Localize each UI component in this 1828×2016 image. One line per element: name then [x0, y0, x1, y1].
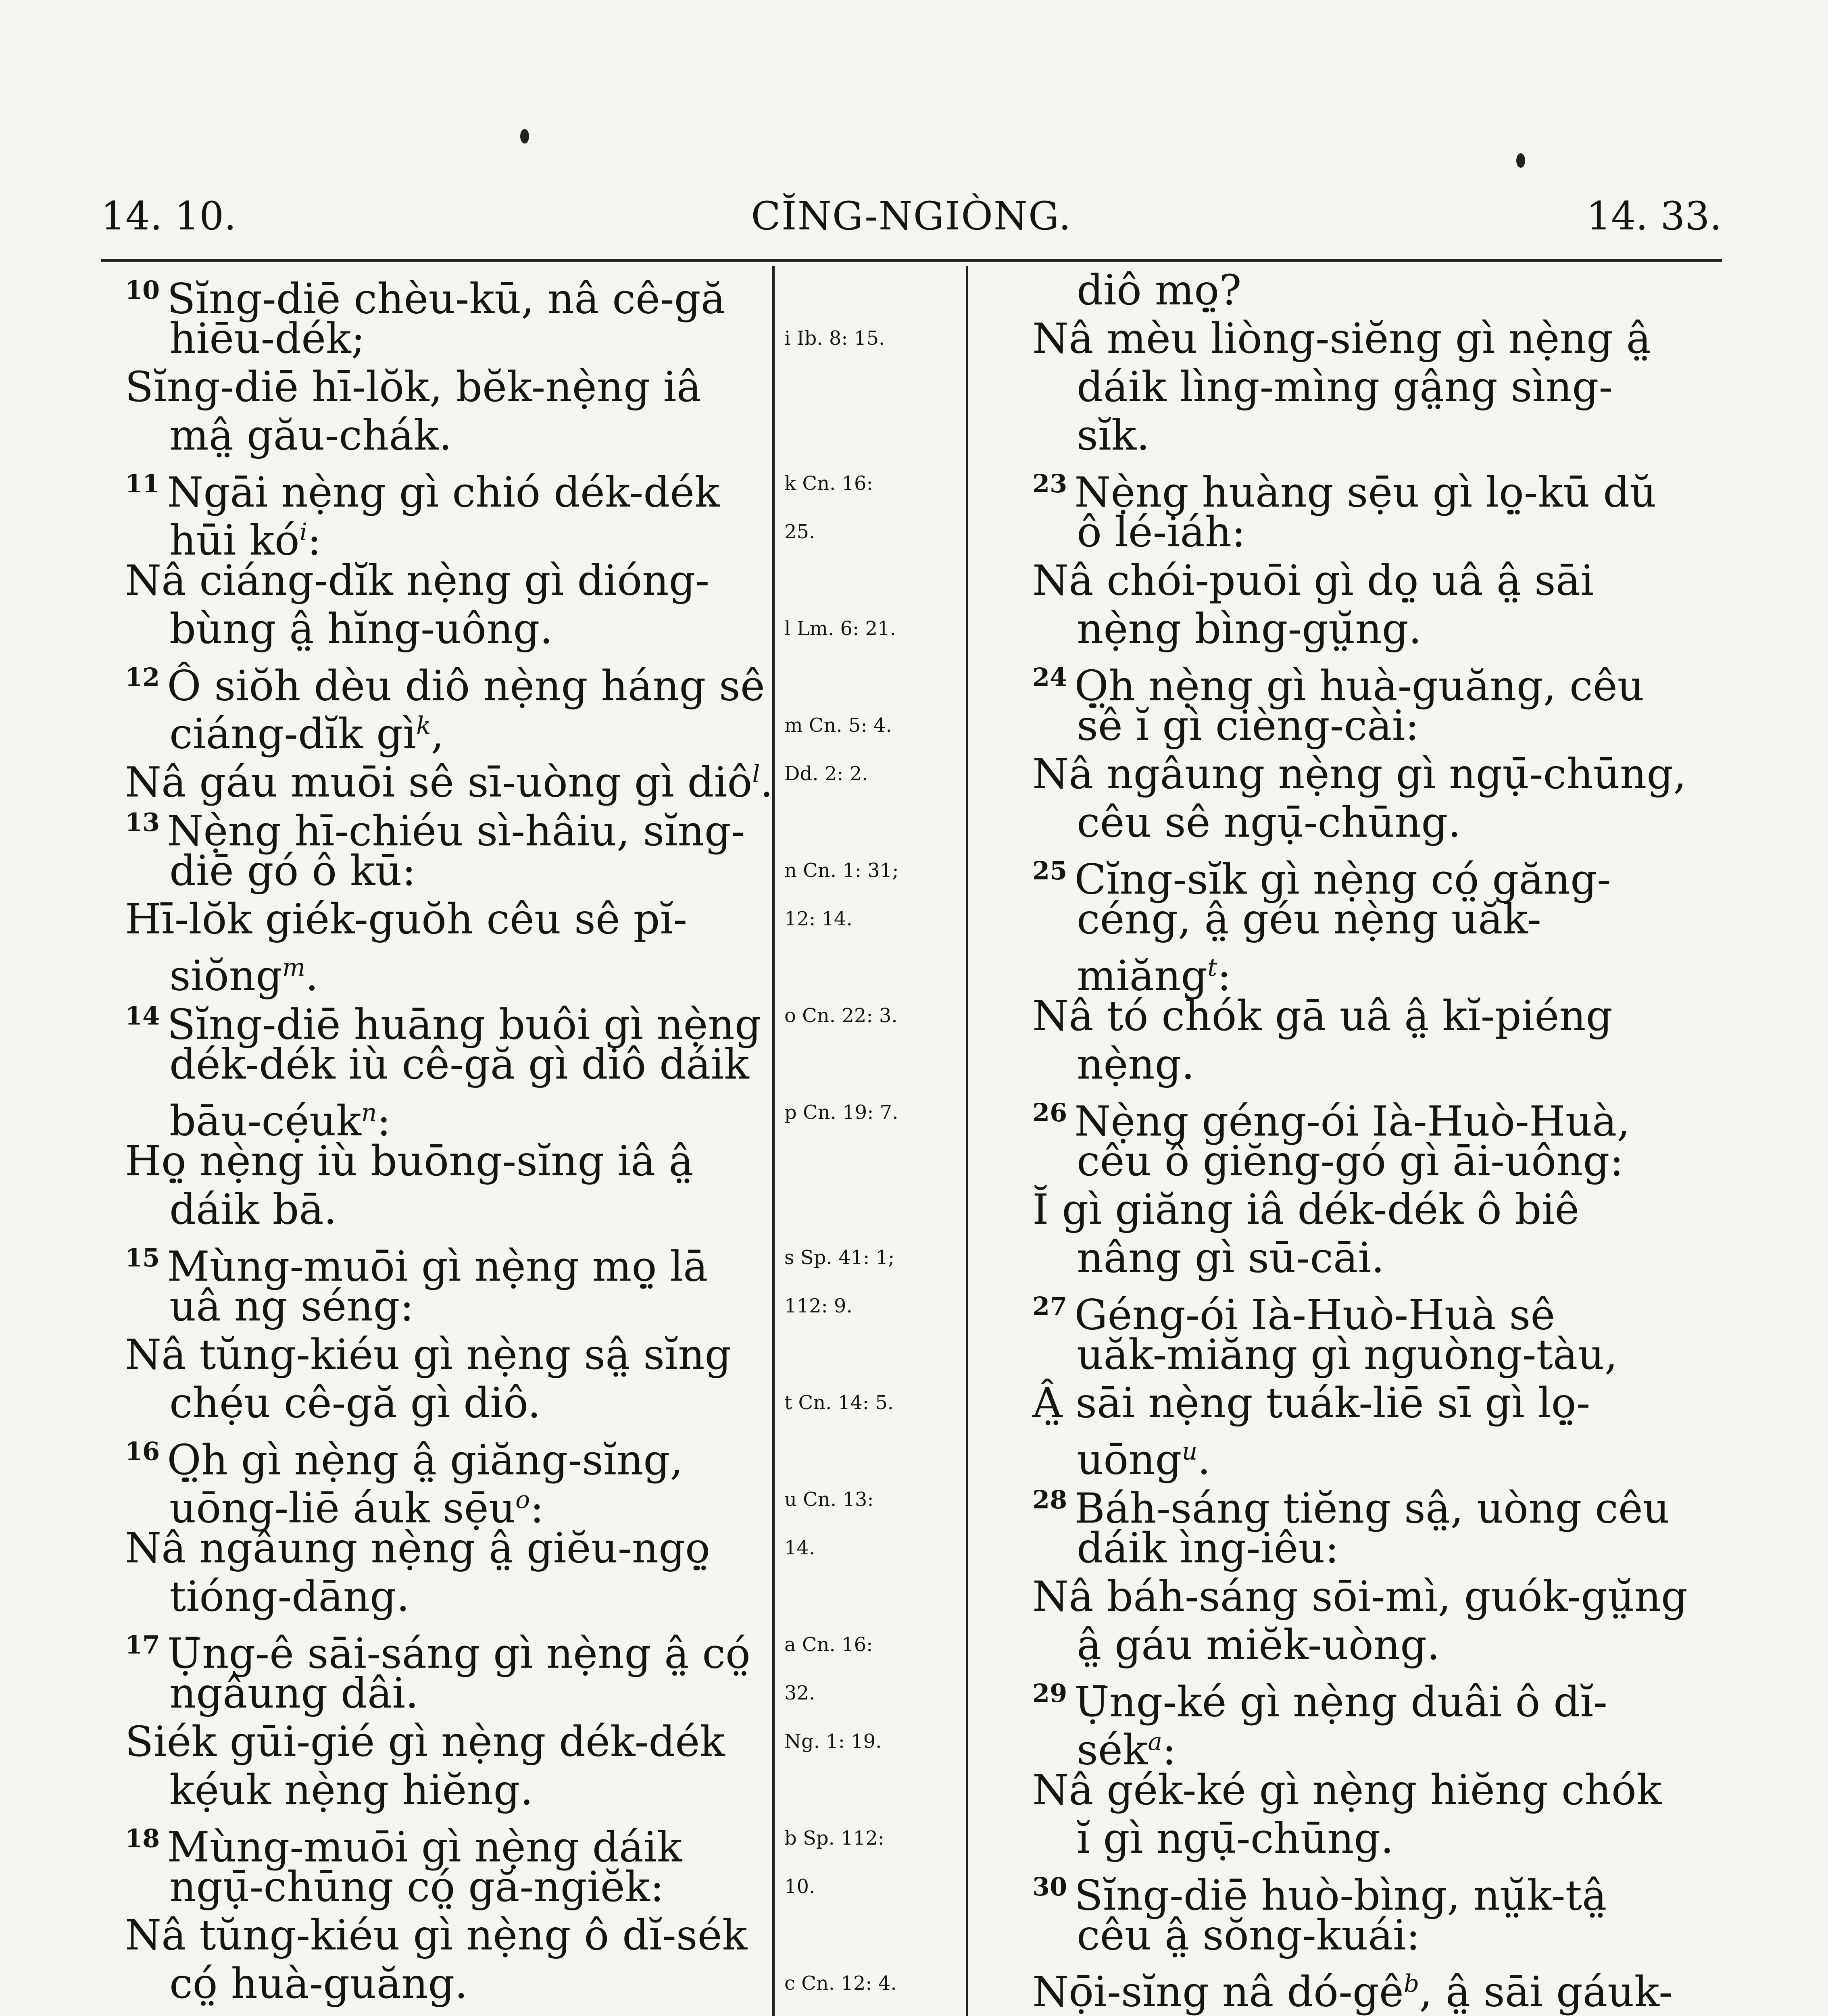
cross-reference: 14. — [784, 1537, 815, 1559]
verse-text: Họ̤ nẹ̀ng iù buōng-sĭng iâ â̤ — [125, 1137, 694, 1185]
verse-line — [125, 1863, 750, 1911]
verse-number: 18 — [125, 1824, 160, 1853]
verse-number: 10 — [125, 275, 160, 305]
verse-number: 13 — [125, 808, 160, 837]
left-text-column — [125, 266, 773, 2016]
cross-reference: 25. — [784, 521, 815, 543]
verse-line — [1032, 750, 1686, 798]
verse-line — [1032, 1814, 1686, 1863]
verse-text: Nâ gék-ké gì nẹ̀ng hiĕng chók — [1032, 1766, 1662, 1814]
header-rule — [101, 259, 1722, 262]
verse-text: â̤ gáu miĕk-uòng. — [1077, 1621, 1440, 1669]
cross-reference: m Cn. 5: 4. — [784, 714, 892, 737]
verse-text: Ô siŏh dèu diô nẹ̀ng háng sê — [167, 662, 765, 710]
verse-text: dáik lìng-mìng gâ̤ng sìng- — [1077, 363, 1613, 411]
verse-text: Sĭng-diē hī-lŏk, bĕk-nẹ̀ng iâ — [125, 363, 702, 411]
verse-line — [125, 895, 750, 943]
verse-text: Nâ ngâung nẹ̀ng gì ngụ̄-chūng, — [1032, 750, 1686, 798]
verse-text: chẹ́u cê-gă gì diô. — [169, 1379, 541, 1427]
verse-line — [125, 556, 750, 605]
verse-line — [125, 1814, 750, 1872]
verse-line — [125, 1427, 750, 1485]
verse-line — [125, 943, 750, 1000]
verse-number: 27 — [1032, 1291, 1067, 1321]
cross-reference: l Lm. 6: 21. — [784, 617, 896, 640]
verse-text: Mùng-muōi gì nẹ̀ng dáik — [167, 1823, 682, 1872]
verse-text: ô lé-iáh: — [1077, 508, 1246, 556]
verse-line — [1032, 1137, 1686, 1185]
verse-number: 12 — [125, 662, 160, 692]
cross-reference: 10. — [784, 1875, 815, 1898]
ornament-dot-right — [1516, 153, 1525, 168]
verse-text: Cĭng-sĭk gì nẹ̀ng có̤ găng- — [1074, 855, 1611, 904]
verse-text: Ọ̤h nẹ̀ng gì huà-guăng, cêu — [1074, 662, 1645, 710]
verse-line — [125, 1524, 750, 1572]
verse-text: cêu ô giĕng-gó gì āi-uông: — [1077, 1137, 1624, 1185]
verse-text: ngâung dâi. — [169, 1669, 419, 1718]
reference-mark: k — [416, 712, 431, 740]
verse-text-tail: . — [305, 952, 319, 1000]
verse-text-tail: : — [1217, 952, 1232, 1000]
verse-line — [125, 1137, 750, 1185]
verse-text: uâ ng séng: — [169, 1282, 414, 1331]
reference-mark: a — [1148, 1728, 1163, 1756]
reference-mark: b — [1403, 1970, 1419, 1998]
cross-reference: Ng. 1: 19. — [784, 1730, 882, 1753]
verse-text: Nẹ̀ng hī-chiéu sì-hâiu, sĭng- — [167, 807, 745, 856]
verse-line — [1032, 1379, 1686, 1427]
verse-line — [1032, 1960, 1686, 2016]
verse-line — [125, 605, 750, 653]
verse-line — [1032, 556, 1686, 605]
verse-text-tail: . — [1197, 1435, 1211, 1484]
verse-text: Ụ̄ng-ké gì nẹ̀ng duâi ô dĭ- — [1074, 1678, 1607, 1727]
verse-text: Sĭng-diē huò-bìng, nṳ̆k-tâ̤ — [1074, 1871, 1607, 1920]
verse-line — [125, 411, 750, 460]
verse-line — [125, 1572, 750, 1621]
verse-line — [1032, 992, 1686, 1040]
verse-text: Báh-sáng tiĕng sâ̤, uòng cêu — [1074, 1484, 1670, 1533]
cross-reference: b Sp. 112: — [784, 1827, 884, 1849]
verse-text: Mùng-muōi gì nẹ̀ng mọ̤ lā — [167, 1242, 708, 1291]
verse-text: siŏng — [169, 952, 283, 1000]
cross-reference: t Cn. 14: 5. — [784, 1391, 894, 1414]
reference-mark: t — [1207, 954, 1217, 982]
verse-line — [1032, 943, 1686, 1000]
verse-text-tail: : — [530, 1484, 544, 1533]
verse-line — [125, 266, 750, 323]
verse-number: 26 — [1032, 1098, 1067, 1127]
verse-text-tail: : — [377, 1097, 391, 1145]
verse-text: Siék gūi-gié gì nẹ̀ng dék-dék — [125, 1718, 725, 1766]
verse-text: sê ĭ gì cièng-cài: — [1077, 702, 1419, 750]
column-rule-right — [966, 266, 968, 2016]
verse-text: sĭk. — [1077, 411, 1150, 460]
verse-text: cêu sê ngụ̄-chūng. — [1077, 798, 1461, 847]
verse-line — [125, 1040, 750, 1089]
verse-text-tail: : — [307, 516, 321, 565]
verse-number: 25 — [1032, 856, 1067, 885]
reference-mark: l — [752, 760, 760, 788]
verse-line — [125, 653, 765, 710]
verse-text: Ọ̤h gì nẹ̀ng â̤ giăng-sĭng, — [167, 1436, 684, 1485]
cross-reference: Dd. 2: 2. — [784, 762, 868, 785]
reference-mark: n — [361, 1099, 377, 1127]
verse-line — [125, 1766, 750, 1814]
verse-text: Nâ mèu liòng-siĕng gì nẹ̀ng â̤ — [1032, 314, 1651, 363]
verse-line — [125, 1089, 750, 1145]
verse-text: nẹ̀ng. — [1077, 1040, 1195, 1089]
verse-line — [1032, 1331, 1686, 1379]
ornament-dot-left — [520, 129, 529, 144]
verse-line — [1032, 1476, 1686, 1533]
verse-line — [125, 460, 750, 517]
cross-reference: n Cn. 1: 31; — [784, 859, 899, 882]
verse-text: Ngāi nẹ̀ng gì chió dék-dék — [167, 468, 720, 517]
verse-line — [125, 750, 773, 807]
verse-line — [1032, 1089, 1686, 1146]
verse-line — [125, 363, 750, 411]
verse-line — [125, 1621, 750, 1678]
verse-text: Nẹ̀ng huàng sẹ̄u gì lọ̤-kū dŭ — [1074, 468, 1657, 517]
verse-text: miăng — [1077, 952, 1208, 1000]
verse-text-tail: , â̤ sāi gáuk- — [1419, 1968, 1673, 2016]
verse-line — [1032, 1427, 1686, 1484]
verse-text: mâ̤ gău-chák. — [169, 411, 452, 460]
verse-line — [125, 2008, 750, 2016]
verse-number: 23 — [1032, 469, 1067, 498]
verse-line — [125, 1960, 750, 2008]
verse-text: ngụ̄-chūng có̤ gă-ngiĕk: — [169, 1863, 664, 1911]
cross-reference: p Cn. 19: 7. — [784, 1101, 898, 1124]
verse-text: Â̤ sāi nẹ̀ng tuák-liē sī gì lọ̤- — [1032, 1379, 1590, 1427]
reference-mark: o — [515, 1486, 530, 1514]
verse-text: ciáng-dĭk gì — [169, 710, 417, 758]
verse-text-tail: . — [760, 758, 773, 807]
verse-line — [125, 1911, 750, 1960]
verse-line — [1032, 460, 1686, 517]
verse-text: Sĭng-diē chèu-kū, nâ cê-gă — [167, 275, 726, 323]
verse-text: Géng-ói Ià-Huò-Huà sê — [1074, 1291, 1555, 1339]
verse-number: 30 — [1032, 1872, 1067, 1901]
verse-text: uōng-liē áuk sẹ̄u — [169, 1484, 516, 1533]
verse-text: ĭ gì ngụ̄-chūng. — [1077, 1814, 1394, 1863]
verse-text: tióng-dāng. — [169, 1572, 410, 1621]
verse-text: uăk-miăng gì nguòng-tàu, — [1077, 1331, 1618, 1379]
cross-reference: k Cn. 16: — [784, 472, 873, 495]
verse-text: Nâ chói-puōi gì dọ̤ uâ â̤ sāi — [1032, 556, 1594, 605]
verse-line — [1032, 314, 1686, 363]
verse-text: dáik ìng-iêu: — [1077, 1524, 1339, 1572]
verse-text: Nẹ̀ng géng-ói Ià-Huò-Huà, — [1074, 1097, 1630, 1146]
verse-number: 11 — [125, 469, 160, 498]
verse-text: Nâ tŭng-kiéu gì nẹ̀ng sâ̤ sĭng — [125, 1331, 732, 1379]
verse-line — [1032, 1234, 1686, 1282]
verse-text: céng, â̤ géu nẹ̀ng uăk- — [1077, 895, 1541, 943]
verse-line — [1032, 363, 1686, 411]
verse-text: sék — [1077, 1726, 1148, 1774]
verse-line — [125, 1718, 750, 1766]
verse-text: uōng — [1077, 1435, 1182, 1484]
cross-reference: c Cn. 12: 4. — [784, 1972, 897, 1995]
verse-number: 15 — [125, 1243, 160, 1272]
verse-text: hūi kó — [169, 516, 300, 565]
cross-reference: 112: 9. — [784, 1295, 853, 1317]
verse-line — [1032, 1185, 1686, 1234]
verse-text: nâng gì sū-cāi. — [1077, 1234, 1385, 1282]
verse-line — [1032, 1863, 1686, 1920]
verse-text: Ụ̄ng-ê sāi-sáng gì nẹ̀ng â̤ có̤ — [167, 1629, 750, 1678]
verse-text: kẹ́uk nẹ̀ng hiĕng. — [169, 1766, 534, 1814]
reference-mark: m — [282, 954, 305, 982]
cross-reference: i Ib. 8: 15. — [784, 327, 885, 350]
verse-line — [1032, 1282, 1686, 1339]
verse-text: Ĭ gì giăng iâ dék-dék ô biê — [1032, 1185, 1580, 1234]
verse-text: dék-dék iù cê-gă gì diô dáik — [169, 1040, 749, 1089]
verse-number: 14 — [125, 1001, 160, 1031]
verse-text: nẹ̀ng bìng-gṳ̆ng. — [1077, 605, 1422, 653]
verse-text: Nâ ngâung nẹ̀ng â̤ giĕu-ngọ̤ — [125, 1524, 711, 1572]
verse-text-tail: , — [431, 710, 444, 758]
verse-text: Nâ tŭng-kiéu gì nẹ̀ng ô dĭ-sék — [125, 1911, 748, 1960]
verse-text: diē gó ô kū: — [169, 847, 416, 895]
verse-text: bāu-cẹ́uk — [169, 1097, 361, 1145]
verse-number: 29 — [1032, 1679, 1067, 1708]
verse-text: có̤ huà-guăng. — [169, 1960, 468, 2008]
verse-text: Nâ gáu muōi sê sī-uòng gì diô — [125, 758, 752, 807]
cross-reference: u Cn. 13: — [784, 1488, 874, 1511]
cross-reference: o Cn. 22: 3. — [784, 1004, 898, 1027]
cross-reference: s Sp. 41: 1; — [784, 1246, 895, 1269]
column-rule-left — [772, 266, 775, 2016]
header-title: CĬNG-NGIÒNG. — [751, 194, 1072, 239]
verse-line — [1032, 1766, 1686, 1814]
verse-number: 28 — [1032, 1485, 1067, 1514]
verse-line — [1032, 1621, 1686, 1669]
verse-line — [1032, 1669, 1686, 1727]
verse-text: Nâ báh-sáng sōi-mì, guók-gṳ̆ng — [1032, 1572, 1688, 1621]
verse-text-tail: : — [1162, 1726, 1176, 1774]
verse-text: dáik bā. — [169, 1185, 337, 1234]
verse-text: Nọ̄i-sĭng nâ dó-gê — [1032, 1968, 1404, 2016]
verse-line — [1032, 411, 1686, 460]
verse-number: 16 — [125, 1437, 160, 1466]
verse-line — [1032, 605, 1686, 653]
verse-text: Nâ tó chók gā uâ â̤ kĭ-piéng — [1032, 992, 1613, 1040]
verse-line — [1032, 847, 1686, 904]
page-header — [101, 194, 1722, 250]
reference-mark: i — [299, 518, 307, 546]
verse-line — [1032, 1040, 1686, 1089]
verse-line — [125, 1331, 750, 1379]
verse-text: Hī-lŏk giék-guŏh cêu sê pĭ- — [125, 895, 688, 943]
cross-reference: a Cn. 16: — [784, 1633, 873, 1656]
verse-line — [125, 1234, 750, 1291]
verse-line — [1032, 653, 1686, 710]
cross-reference: 32. — [784, 1682, 815, 1704]
verse-line — [1032, 266, 1686, 314]
header-right-ref: 14. 33. — [1586, 194, 1722, 239]
verse-text: cêu â̤ sŏng-kuái: — [1077, 1911, 1420, 1960]
cross-reference: 12: 14. — [784, 908, 853, 930]
reference-mark: u — [1182, 1437, 1198, 1466]
verse-line — [1032, 798, 1686, 847]
verse-text: bùng â̤ hĭng-uông. — [169, 605, 553, 653]
verse-text: Sĭng-diē huāng buôi gì nẹ̀ng — [167, 1000, 761, 1049]
right-text-column — [1032, 266, 1686, 2016]
header-left-ref: 14. 10. — [101, 194, 236, 239]
verse-line — [125, 1185, 750, 1234]
verse-text: hiēu-dék; — [169, 314, 365, 363]
verse-text: diô mọ̤? — [1077, 266, 1242, 314]
verse-line — [1032, 1572, 1686, 1621]
verse-line — [125, 1379, 750, 1427]
verse-text: Nâ ciáng-dĭk nẹ̀ng gì dióng- — [125, 556, 710, 605]
verse-number: 17 — [125, 1630, 160, 1660]
verse-number: 24 — [1032, 662, 1067, 692]
verse-line — [125, 992, 761, 1049]
verse-line — [125, 798, 750, 856]
